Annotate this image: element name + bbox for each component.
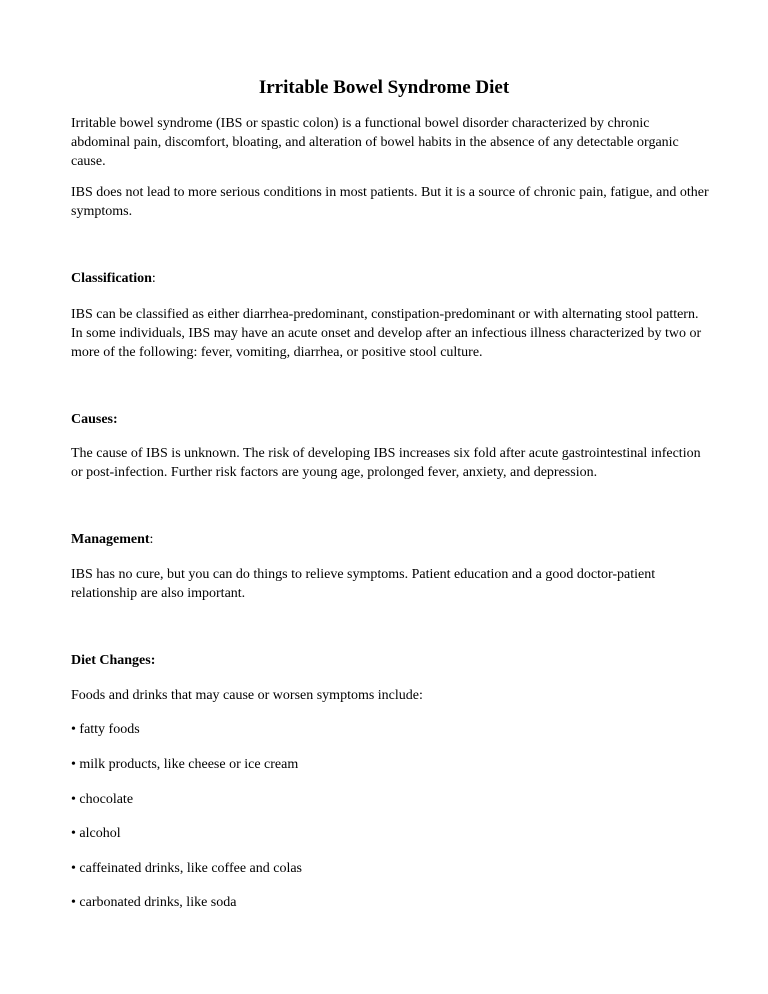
management-heading-colon: : [149,532,154,547]
classification-heading-line [71,269,156,288]
classification-text: IBS can be classified as either diarrhea-predominant, constipation-predominant or with alternating stool pattern. In some individuals, IBS may have an acute onset and develop after an infectious illness characterized by two or more of the following: fever, vomiting, diarrhea, or positive stool culture. [71,307,702,360]
diet-list-item: • carbonated drinks, like soda [71,895,237,910]
diet-list-item: • chocolate [71,792,134,807]
diet-list-item: • caffeinated drinks, like coffee and colas [71,861,303,876]
document-title: Irritable Bowel Syndrome Diet [258,77,510,98]
diet-list-item: • alcohol [71,826,121,841]
intro-paragraph-2: IBS does not lead to more serious conditions in most patients. But it is a source of chronic pain, fatigue, and other symptoms. [71,185,709,219]
management-heading-line [71,530,153,549]
causes-text: The cause of IBS is unknown. The risk of developing IBS increases six fold after acute gastrointestinal infection or post-infection. Further risk factors are young age, prolonged fever, anxiety, and depression. [71,446,701,480]
diet-changes-intro: Foods and drinks that may cause or worsen symptoms include: [71,688,423,703]
diet-list-item: • fatty foods [71,722,140,737]
diet-list-item: • milk products, like cheese or ice cream [71,757,299,772]
causes-heading: Causes: [71,412,118,427]
classification-heading-colon: : [151,271,156,286]
management-text: IBS has no cure, but you can do things to relieve symptoms. Patient education and a good doctor-patient relationship are also important. [71,567,656,601]
management-heading: Management [71,532,150,547]
classification-heading: Classification [71,271,152,286]
diet-changes-heading: Diet Changes: [71,653,156,668]
intro-paragraph-1: Irritable bowel syndrome (IBS or spastic colon) is a functional bowel disorder characterized by chronic abdominal pain, discomfort, bloating, and alteration of bowel habits in the absence of any detectable organic cause. [71,116,679,169]
